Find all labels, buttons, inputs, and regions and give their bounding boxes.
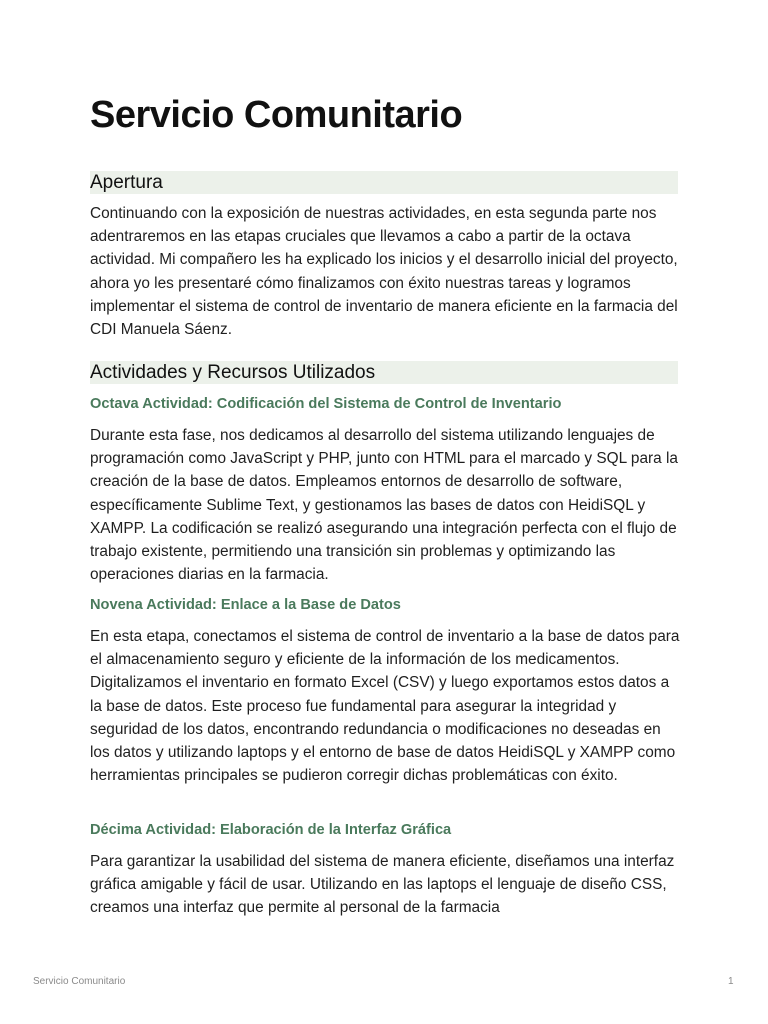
- document-title: Servicio Comunitario: [90, 94, 463, 136]
- paragraph-apertura: Continuando con la exposición de nuestras actividades, en esta segunda parte nos adentraremos en las etapas cruciales que llevamos a cabo a partir de la octava actividad. Mi compañero les ha explicado los inicios y el desarrollo inicial del proyecto, ahora yo les presentaré cómo finalizamos con éxito nuestras tareas y logramos implementar el sistema de control de inventario de manera eficiente en la farmacia del CDI Manuela Sáenz.: [90, 205, 678, 339]
- subheading-decima-actividad: Décima Actividad: Elaboración de la Interfaz Gráfica: [90, 822, 452, 838]
- subheading-octava-actividad: Octava Actividad: Codificación del Sistema de Control de Inventario: [90, 396, 562, 412]
- section-heading-actividades: Actividades y Recursos Utilizados: [90, 361, 678, 384]
- footer-page-number: 1: [728, 976, 734, 987]
- subheading-novena-actividad: Novena Actividad: Enlace a la Base de Datos: [90, 597, 401, 613]
- paragraph-decima-actividad: Para garantizar la usabilidad del sistema de manera eficiente, diseñamos una interfaz gráfica amigable y fácil de usar. Utilizando en las laptops el lenguaje de diseño CSS, creamos una interfaz que permite al personal de la farmacia: [90, 853, 675, 917]
- paragraph-novena-actividad: En esta etapa, conectamos el sistema de control de inventario a la base de datos para el almacenamiento seguro y eficiente de la información de los medicamentos. Digitalizamos el inventario en formato Excel (CSV) y luego exportamos estos datos a la base de datos. Este proceso fue fundamental para asegurar la integridad y seguridad de los datos, encontrando redundancia o modificaciones no deseadas en los datos y utilizando laptops y el entorno de base de datos HeidiSQL y XAMPP como herramientas principales se pudieron corregir dichas problemáticas con éxito.: [90, 628, 680, 785]
- section-heading-apertura: Apertura: [90, 171, 678, 194]
- footer-document-title: Servicio Comunitario: [33, 976, 126, 987]
- paragraph-octava-actividad: Durante esta fase, nos dedicamos al desarrollo del sistema utilizando lenguajes de programación como JavaScript y PHP, junto con HTML para el marcado y SQL para la creación de la base de datos. Empleamos entornos de desarrollo de software, específicamente Sublime Text, y gestionamos las bases de datos con HeidiSQL y XAMPP. La codificación se realizó asegurando una integración perfecta con el flujo de trabajo existente, permitiendo una transición sin problemas y optimizando las operaciones diarias en la farmacia.: [90, 427, 678, 584]
